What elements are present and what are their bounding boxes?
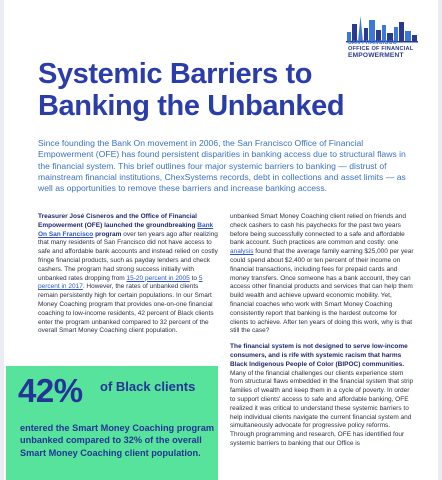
page-title: Systemic Barriers to Banking the Unbanked <box>38 58 345 122</box>
analysis-link[interactable]: analysis <box>230 248 254 256</box>
logo-line-1: SAN FRANCISCO <box>348 40 398 46</box>
right-body-text-1a: unbanked Smart Money Coaching client relied on friends and check cashers to cash his paychecks for the past two years before being successfully connected to a safe and affordable bank account. Such practices are common and costly: one <box>230 213 406 247</box>
statistic-callout <box>6 366 218 480</box>
intro-paragraph: Since founding the Bank On movement in 2006, the San Francisco Office of Financial Empowerment (OFE) has found persistent disparities in banking access due to structural flaws in the financial system. This brief outlines four major systemic barriers to banking — distrust of mainstream financial institutions, ChexSystems records, debt in collections and asset limits — as well as opportunities to remove these barriers and increase banking access. <box>38 138 406 194</box>
right-paragraph-2 <box>230 343 414 449</box>
callout-description: entered the Smart Money Coaching program unbanked compared to 32% of the overall Smart Money Coaching client population. <box>20 423 214 458</box>
page-border-left <box>0 0 4 480</box>
systemic-barriers-bold-text: The financial system is not designed to serve low-income consumers, and is rife with systemic racism that harms Black Indigenous People of Color (BIPOC) communities. <box>230 343 408 368</box>
left-body-text-2: . However, the rates of unbanked clients remain persistently high for certain populations. In our Smart Money Coaching program that provides one-on-one financial coaching to low-income residents, 42 percent of Black clients enter the program unbanked compared to 32 percent of the overall Smart Money Coaching client population. <box>38 283 214 335</box>
bank-on-sf-link[interactable]: Bank On San Francisco <box>38 221 214 238</box>
connector-text: to <box>189 274 199 282</box>
right-column <box>230 213 414 449</box>
logo-line-2: OFFICE OF FINANCIAL <box>348 45 414 52</box>
unbanked-rate-2005-link[interactable]: 15-20 percent in 2005 <box>126 274 190 282</box>
right-paragraph-1 <box>230 213 414 336</box>
callout-stat-label: of Black clients <box>100 379 196 394</box>
logo-wordmark <box>348 41 413 60</box>
logo-line-3: EMPOWERMENT <box>348 51 404 59</box>
right-body-text-2: Many of the financial challenges our clients experience stem from structural flaws embedded in the financial system that strip families of wealth and keep them in a cycle of poverty. In order to support clients' access to safe and affordable banking, OFE realized it was critical to understand these systemic barriers to help individual clients navigate the current financial system and simultaneously advocate for progressive policy reforms. Through programming and research, OFE has identified four systemic barriers to banking that our Office is <box>230 369 414 447</box>
unbanked-rate-2017-link[interactable]: 5 percent in 2017 <box>38 274 203 291</box>
left-paragraph <box>38 213 220 336</box>
callout-stat-value: 42% <box>18 372 83 409</box>
ofe-logo <box>300 12 430 60</box>
page-border-right <box>438 0 442 480</box>
left-body-text-1: over ten years ago after realizing that many residents of San Francisco did not have access to safe and affordable bank accounts and instead relied on costly fringe financial products, such as payday lenders and check cashers. The program had strong success initially with unbanked rates dropping from <box>38 230 218 282</box>
program-bold-text: program <box>93 230 122 238</box>
right-body-text-1b: found that the average family earning $25,000 per year could spend about $2,400 or ten percent of their income on financial transactions, including fees for prepaid cards and money transfers. Once someone has a bank account, they can access other financial products and services that can help them build wealth and achieve upward economic mobility. Yet, financial coaches who work with Smart Money Coaching consistently report that banking is the hardest outcome for clients to achieve. After ten years of doing this work, why is that still the case? <box>230 248 414 335</box>
lead-bold-text: Treasurer José Cisneros and the Office of Financial Empowerment (OFE) launched the groundbreaking <box>38 213 197 229</box>
left-column <box>38 213 220 336</box>
